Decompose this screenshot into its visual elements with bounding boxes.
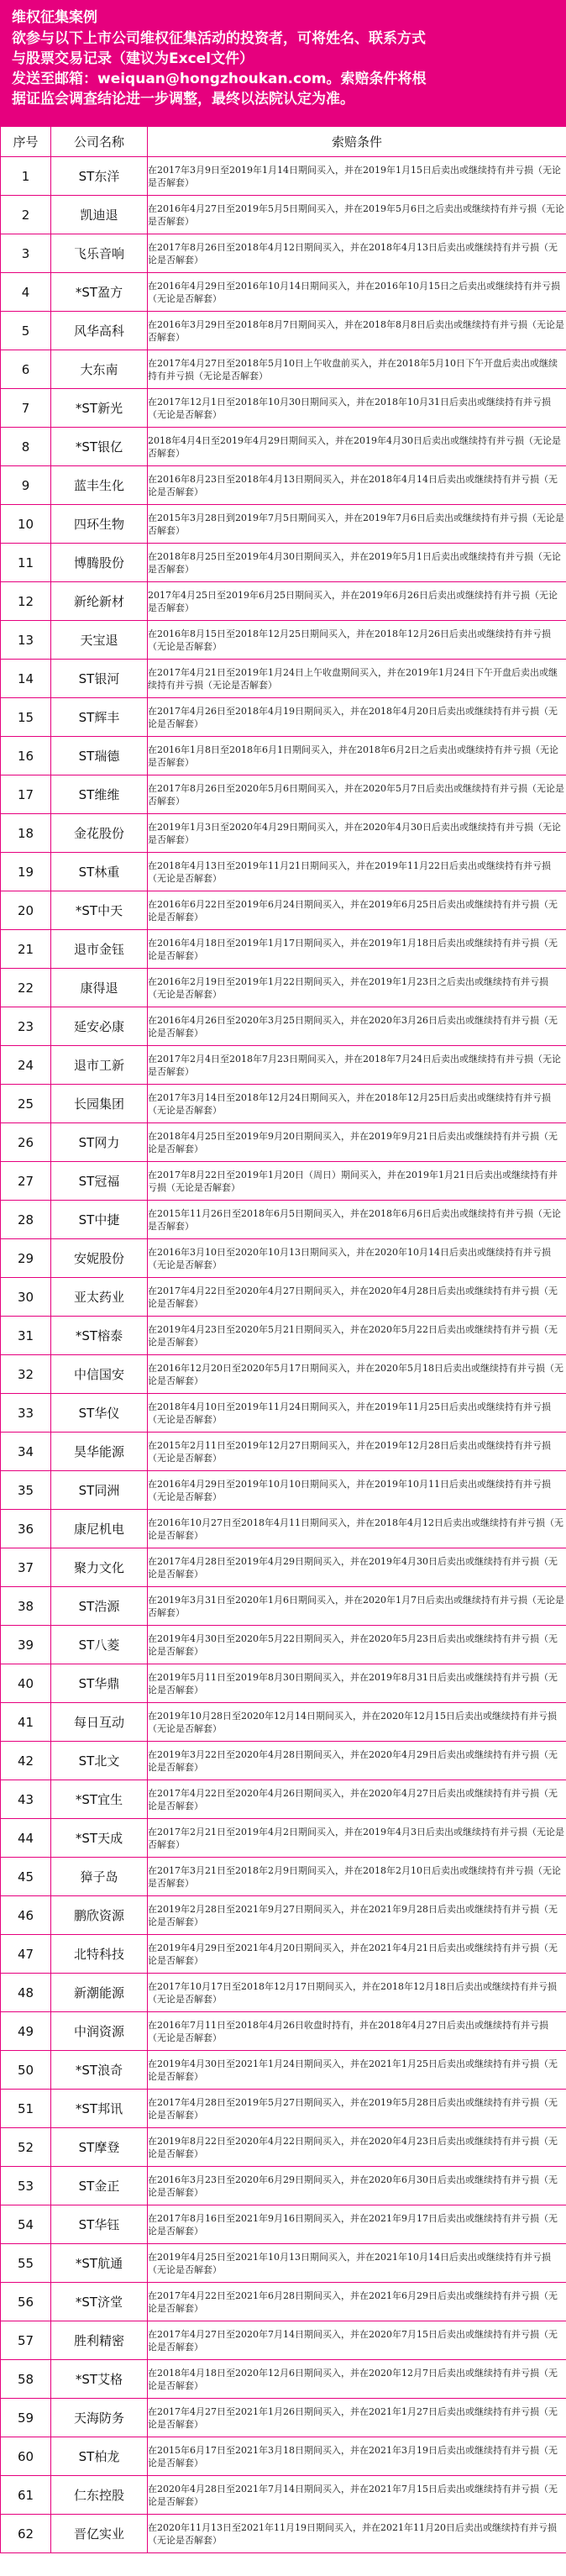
row-number: 19 [1,853,51,891]
claim-condition: 在2019年3月31日至2020年1月6日期间买入，并在2020年1月7日后卖出或继续持有并亏损（无论是否解套） [148,1587,566,1626]
table-row [1,853,566,891]
row-number: 50 [1,2051,51,2090]
column-header-number: 序号 [1,127,51,157]
row-number: 13 [1,621,51,660]
row-number: 10 [1,505,51,544]
table-row [1,1046,566,1085]
row-number: 49 [1,2012,51,2051]
row-number: 21 [1,930,51,969]
notice-line: 与股票交易记录（建议为Excel文件） [12,50,254,67]
claim-condition: 在2016年6月22日至2019年6月24日期间买入，并在2019年6月25日后卖出或继续持有并亏损（无论是否解套） [148,891,566,930]
table-row [1,1974,566,2012]
table-row [1,1858,566,1896]
row-number: 48 [1,1974,51,2012]
table-row [1,1394,566,1433]
company-name: ST摩登 [51,2128,148,2167]
table-row [1,2476,566,2515]
claim-condition: 在2019年8月22日至2020年4月22日期间买入，并在2020年4月23日后卖出或继续持有并亏损（无论是否解套） [148,2128,566,2167]
table-row [1,273,566,312]
claim-condition: 在2019年4月30日至2020年5月22日期间买入，并在2020年5月23日后卖出或继续持有并亏损（无论是否解套） [148,1626,566,1664]
claim-condition: 在2019年4月25日至2021年10月13日期间买入，并在2021年10月14日后卖出或继续持有并亏损（无论是否解套） [148,2244,566,2283]
row-number: 58 [1,2360,51,2399]
claim-condition: 在2016年10月27日至2018年4月11日期间买入，并在2018年4月12日后卖出或继续持有并亏损（无论是否解套） [148,1510,566,1548]
table-row [1,1548,566,1587]
cases-table [0,126,566,2553]
company-name: *ST宜生 [51,1780,148,1819]
claim-condition: 在2016年4月29日至2016年10月14日期间买入，并在2016年10月15日之后卖出或继续持有并亏损（无论是否解套） [148,273,566,312]
claim-condition: 在2017年4月26日至2018年4月19日期间买入，并在2018年4月20日后卖出或继续持有并亏损（无论是否解套） [148,698,566,737]
claim-condition: 在2017年8月26日至2018年4月12日期间买入，并在2018年4月13日后卖出或继续持有并亏损（无论是否解套） [148,234,566,273]
table-row [1,1935,566,1974]
claim-condition: 在2016年4月27日至2019年5月5日期间买入，并在2019年5月6日之后卖出或继续持有并亏损（无论是否解套） [148,196,566,234]
row-number: 11 [1,544,51,582]
row-number: 26 [1,1123,51,1162]
claim-condition: 在2017年3月21日至2018年2月9日期间买入，并在2018年2月10日后卖出或继续持有并亏损（无论是否解套） [148,1858,566,1896]
company-name: *ST盈方 [51,273,148,312]
table-row [1,1510,566,1548]
table-row [1,1780,566,1819]
notice-line: 据证监会调查结论进一步调整，最终以法院认定为准。 [12,91,354,108]
claim-condition: 在2015年11月26日至2018年6月5日期间买入，并在2018年6月6日后卖出或继续持有并亏损（无论是否解套） [148,1201,566,1239]
company-name: ST北文 [51,1742,148,1780]
company-name: 中信国安 [51,1355,148,1394]
claim-condition: 2017年4月25日至2019年6月25日期间买入，并在2019年6月26日后卖出或继续持有并亏损（无论是否解套） [148,582,566,621]
row-number: 54 [1,2205,51,2244]
claim-condition: 在2019年4月29日至2021年4月20日期间买入，并在2021年4月21日后卖出或继续持有并亏损（无论是否解套） [148,1935,566,1974]
row-number: 7 [1,389,51,428]
company-name: 新潮能源 [51,1974,148,2012]
company-name: ST冠福 [51,1162,148,1201]
table-row [1,1239,566,1278]
company-name: ST银河 [51,660,148,698]
row-number: 28 [1,1201,51,1239]
company-name: ST东洋 [51,157,148,196]
claim-condition: 在2017年10月17日至2018年12月17日期间买入，并在2018年12月18日后卖出或继续持有并亏损（无论是否解套） [148,1974,566,2012]
table-row [1,2128,566,2167]
table-row [1,582,566,621]
company-name: *ST艾格 [51,2360,148,2399]
company-name: ST金正 [51,2167,148,2205]
company-name: ST维维 [51,775,148,814]
table-row [1,814,566,853]
row-number: 27 [1,1162,51,1201]
claim-condition: 在2017年4月28日至2019年5月27日期间买入，并在2019年5月28日后卖出或继续持有并亏损（无论是否解套） [148,2090,566,2128]
row-number: 31 [1,1317,51,1355]
company-name: 晋亿实业 [51,2515,148,2553]
table-row [1,660,566,698]
claim-condition: 在2017年12月1日至2018年10月30日期间买入，并在2018年10月31日后卖出或继续持有并亏损（无论是否解套） [148,389,566,428]
company-name: *ST新光 [51,389,148,428]
row-number: 59 [1,2399,51,2437]
row-number: 56 [1,2283,51,2321]
claim-condition: 在2016年3月10日至2020年10月13日期间买入，并在2020年10月14日后卖出或继续持有并亏损（无论是否解套） [148,1239,566,1278]
row-number: 42 [1,1742,51,1780]
row-number: 33 [1,1394,51,1433]
company-name: *ST中天 [51,891,148,930]
row-number: 36 [1,1510,51,1548]
table-row [1,2090,566,2128]
company-name: ST同洲 [51,1471,148,1510]
row-number: 30 [1,1278,51,1317]
company-name: ST浩源 [51,1587,148,1626]
table-row [1,1896,566,1935]
company-name: *ST航通 [51,2244,148,2283]
row-number: 35 [1,1471,51,1510]
table-row [1,698,566,737]
row-number: 18 [1,814,51,853]
claim-condition: 在2017年2月21日至2019年4月2日期间买入，并在2019年4月3日后卖出或继续持有并亏损（无论是否解套） [148,1819,566,1858]
page-title: 维权征集案例 [12,9,97,26]
claim-condition: 在2017年3月9日至2019年1月14日期间买入，并在2019年1月15日后卖出或继续持有并亏损（无论是否解套） [148,157,566,196]
company-name: 昊华能源 [51,1433,148,1471]
claim-condition: 在2019年10月28日至2020年12月14日期间买入，并在2020年12月15日后卖出或继续持有并亏损（无论是否解套） [148,1703,566,1742]
row-number: 38 [1,1587,51,1626]
company-name: ST中捷 [51,1201,148,1239]
claim-condition: 在2017年4月22日至2020年4月26日期间买入，并在2020年4月27日后卖出或继续持有并亏损（无论是否解套） [148,1780,566,1819]
table-row [1,157,566,196]
claim-condition: 在2017年8月16日至2021年9月16日期间买入，并在2021年9月17日后卖出或继续持有并亏损（无论是否解套） [148,2205,566,2244]
company-name: 延安必康 [51,1007,148,1046]
table-row [1,2321,566,2360]
company-name: *ST浪奇 [51,2051,148,2090]
row-number: 12 [1,582,51,621]
claim-condition: 在2017年4月22日至2020年4月27日期间买入，并在2020年4月28日后卖出或继续持有并亏损（无论是否解套） [148,1278,566,1317]
table-row [1,621,566,660]
row-number: 46 [1,1896,51,1935]
table-row [1,1162,566,1201]
claim-condition: 在2017年4月27日至2021年1月26日期间买入，并在2021年1月27日后卖出或继续持有并亏损（无论是否解套） [148,2399,566,2437]
table-row [1,2283,566,2321]
claim-condition: 在2018年8月25日至2019年4月30日期间买入，并在2019年5月1日后卖出或继续持有并亏损（无论是否解套） [148,544,566,582]
table-body [1,157,566,2553]
table-row [1,466,566,505]
row-number: 39 [1,1626,51,1664]
row-number: 37 [1,1548,51,1587]
claim-condition: 在2015年6月17日至2021年3月18日期间买入，并在2021年3月19日后卖出或继续持有并亏损（无论是否解套） [148,2437,566,2476]
row-number: 32 [1,1355,51,1394]
table-row [1,234,566,273]
row-number: 17 [1,775,51,814]
table-row [1,312,566,350]
table-row [1,1471,566,1510]
company-name: 退市工新 [51,1046,148,1085]
claim-condition: 在2016年12月20日至2020年5月17日期间买入，并在2020年5月18日后卖出或继续持有并亏损（无论是否解套） [148,1355,566,1394]
claim-condition: 在2017年8月26日至2020年5月6日期间买入，并在2020年5月7日后卖出或继续持有并亏损（无论是否解套） [148,775,566,814]
company-name: ST八菱 [51,1626,148,1664]
claim-condition: 在2018年4月25日至2019年9月20日期间买入，并在2019年9月21日后卖出或继续持有并亏损（无论是否解套） [148,1123,566,1162]
column-header-company: 公司名称 [51,127,148,157]
company-name: 四环生物 [51,505,148,544]
table-row [1,737,566,775]
company-name: ST林重 [51,853,148,891]
company-name: 天宝退 [51,621,148,660]
table-row [1,2244,566,2283]
table-row [1,775,566,814]
table-row [1,1587,566,1626]
company-name: 獐子岛 [51,1858,148,1896]
table-row [1,1626,566,1664]
row-number: 24 [1,1046,51,1085]
row-number: 45 [1,1858,51,1896]
claim-condition: 在2019年3月22日至2020年4月28日期间买入，并在2020年4月29日后卖出或继续持有并亏损（无论是否解套） [148,1742,566,1780]
table-row [1,1355,566,1394]
company-name: 安妮股份 [51,1239,148,1278]
row-number: 4 [1,273,51,312]
table-row [1,1201,566,1239]
company-name: 聚力文化 [51,1548,148,1587]
company-name: *ST济堂 [51,2283,148,2321]
row-number: 20 [1,891,51,930]
row-number: 61 [1,2476,51,2515]
table-row [1,1819,566,1858]
claim-condition: 在2017年2月4日至2018年7月23日期间买入，并在2018年7月24日后卖出或继续持有并亏损（无论是否解套） [148,1046,566,1085]
row-number: 2 [1,196,51,234]
claim-condition: 在2016年3月29日至2018年8月7日期间买入，并在2018年8月8日后卖出或继续持有并亏损（无论是否解套） [148,312,566,350]
row-number: 25 [1,1085,51,1123]
row-number: 5 [1,312,51,350]
table-row [1,1123,566,1162]
company-name: *ST榕泰 [51,1317,148,1355]
company-name: 康得退 [51,969,148,1007]
claim-condition: 2018年4月4日至2019年4月29日期间买入，并在2019年4月30日后卖出或继续持有并亏损（无论是否解套） [148,428,566,466]
row-number: 15 [1,698,51,737]
table-row [1,2515,566,2553]
row-number: 57 [1,2321,51,2360]
table-row [1,2012,566,2051]
company-name: 北特科技 [51,1935,148,1974]
row-number: 8 [1,428,51,466]
claim-condition: 在2019年5月11日至2019年8月30日期间买入，并在2019年8月31日后卖出或继续持有并亏损（无论是否解套） [148,1664,566,1703]
table-row [1,1433,566,1471]
claim-condition: 在2017年3月14日至2018年12月24日期间买入，并在2018年12月25日后卖出或继续持有并亏损（无论是否解套） [148,1085,566,1123]
company-name: 康尼机电 [51,1510,148,1548]
company-name: 凯迪退 [51,196,148,234]
table-row [1,1317,566,1355]
column-header-condition: 索赔条件 [148,127,566,157]
company-name: 新纶新材 [51,582,148,621]
company-name: 鹏欣资源 [51,1896,148,1935]
company-name: 中润资源 [51,2012,148,2051]
claim-condition: 在2016年7月11日至2018年4月26日收盘时持有，并在2018年4月27日后卖出或继续持有并亏损（无论是否解套） [148,2012,566,2051]
claim-condition: 在2017年4月28日至2019年4月29日期间买入，并在2019年4月30日后卖出或继续持有并亏损（无论是否解套） [148,1548,566,1587]
claim-condition: 在2020年11月13日至2021年11月19日期间买入，并在2021年11月20日后卖出或继续持有并亏损（无论是否解套） [148,2515,566,2553]
company-name: ST网力 [51,1123,148,1162]
company-name: *ST银亿 [51,428,148,466]
claim-condition: 在2016年8月23日至2018年4月13日期间买入，并在2018年4月14日后卖出或继续持有并亏损（无论是否解套） [148,466,566,505]
row-number: 41 [1,1703,51,1742]
claim-condition: 在2016年8月15日至2018年12月25日期间买入，并在2018年12月26日后卖出或继续持有并亏损（无论是否解套） [148,621,566,660]
table-row [1,1278,566,1317]
claim-condition: 在2017年4月22日至2021年6月28日期间买入，并在2021年6月29日后卖出或继续持有并亏损（无论是否解套） [148,2283,566,2321]
row-number: 60 [1,2437,51,2476]
claim-condition: 在2015年2月11日至2019年12月27日期间买入，并在2019年12月28日后卖出或继续持有并亏损（无论是否解套） [148,1433,566,1471]
company-name: *ST天成 [51,1819,148,1858]
company-name: 博腾股份 [51,544,148,582]
claim-condition: 在2017年4月27日至2020年7月14日期间买入，并在2020年7月15日后卖出或继续持有并亏损（无论是否解套） [148,2321,566,2360]
row-number: 22 [1,969,51,1007]
claim-condition: 在2018年4月18日至2020年12月6日期间买入，并在2020年12月7日后卖出或继续持有并亏损（无论是否解套） [148,2360,566,2399]
row-number: 47 [1,1935,51,1974]
table-row [1,969,566,1007]
company-name: 天海防务 [51,2399,148,2437]
table-row [1,1664,566,1703]
company-name: 大东南 [51,350,148,389]
table-row [1,930,566,969]
claim-condition: 在2019年2月28日至2021年9月27日期间买入，并在2021年9月28日后卖出或继续持有并亏损（无论是否解套） [148,1896,566,1935]
notice-line: 发送至邮箱：weiquan@hongzhoukan.com。索赔条件将根 [12,71,427,87]
table-row [1,1742,566,1780]
claim-condition: 在2017年4月21日至2019年1月24日上午收盘期间买入，并在2019年1月24日下午开盘后卖出或继续持有并亏损（无论是否解套） [148,660,566,698]
row-number: 51 [1,2090,51,2128]
row-number: 29 [1,1239,51,1278]
table-row [1,389,566,428]
claim-condition: 在2016年4月18日至2019年1月17日期间买入，并在2019年1月18日后卖出或继续持有并亏损（无论是否解套） [148,930,566,969]
claim-condition: 在2016年3月23日至2020年6月29日期间买入，并在2020年6月30日后卖出或继续持有并亏损（无论是否解套） [148,2167,566,2205]
company-name: 亚太药业 [51,1278,148,1317]
claim-condition: 在2019年4月30日至2021年1月24日期间买入，并在2021年1月25日后卖出或继续持有并亏损（无论是否解套） [148,2051,566,2090]
row-number: 6 [1,350,51,389]
company-name: 蓝丰生化 [51,466,148,505]
claim-condition: 在2016年4月26日至2020年3月25日期间买入，并在2020年3月26日后卖出或继续持有并亏损（无论是否解套） [148,1007,566,1046]
claim-condition: 在2016年1月8日至2018年6月1日期间买入，并在2018年6月2日之后卖出或继续持有并亏损（无论是否解套） [148,737,566,775]
table-row [1,2399,566,2437]
company-name: 胜利精密 [51,2321,148,2360]
table-row [1,428,566,466]
table-row [1,2051,566,2090]
company-name: ST柏龙 [51,2437,148,2476]
claim-condition: 在2017年4月27日至2018年5月10日上午收盘前买入，并在2018年5月10日下午开盘后卖出或继续持有并亏损（无论是否解套） [148,350,566,389]
company-name: ST辉丰 [51,698,148,737]
row-number: 9 [1,466,51,505]
table-row [1,2167,566,2205]
company-name: ST华仪 [51,1394,148,1433]
company-name: 长园集团 [51,1085,148,1123]
row-number: 23 [1,1007,51,1046]
company-name: 金花股份 [51,814,148,853]
table-row [1,505,566,544]
claim-condition: 在2015年3月28日到2019年7月5日期间买入，并在2019年7月6日后卖出或继续持有并亏损（无论是否解套） [148,505,566,544]
table-row [1,1007,566,1046]
table-row [1,891,566,930]
row-number: 62 [1,2515,51,2553]
company-name: 退市金钰 [51,930,148,969]
table-row [1,2205,566,2244]
row-number: 14 [1,660,51,698]
claim-condition: 在2016年4月29日至2019年10月10日期间买入，并在2019年10月11日后卖出或继续持有并亏损（无论是否解套） [148,1471,566,1510]
claim-condition: 在2018年4月13日至2019年11月21日期间买入，并在2019年11月22日后卖出或继续持有并亏损（无论是否解套） [148,853,566,891]
notice-header [0,0,566,126]
claim-condition: 在2019年4月23日至2020年5月21日期间买入，并在2020年5月22日后卖出或继续持有并亏损（无论是否解套） [148,1317,566,1355]
table-header-row [1,127,566,157]
claim-condition: 在2017年8月22日至2019年1月20日（周日）期间买入，并在2019年1月21日后卖出或继续持有并亏损（无论是否解套） [148,1162,566,1201]
row-number: 53 [1,2167,51,2205]
table-row [1,2360,566,2399]
row-number: 34 [1,1433,51,1471]
claim-condition: 在2016年2月19日至2019年1月22日期间买入，并在2019年1月23日之后卖出或继续持有并亏损（无论是否解套） [148,969,566,1007]
table-row [1,196,566,234]
table-row [1,1085,566,1123]
table-row [1,1703,566,1742]
row-number: 1 [1,157,51,196]
row-number: 55 [1,2244,51,2283]
company-name: *ST邦讯 [51,2090,148,2128]
company-name: ST华钰 [51,2205,148,2244]
company-name: ST瑞德 [51,737,148,775]
claim-condition: 在2018年4月10日至2019年11月24日期间买入，并在2019年11月25日后卖出或继续持有并亏损（无论是否解套） [148,1394,566,1433]
row-number: 3 [1,234,51,273]
claim-condition: 在2020年4月28日至2021年7月14日期间买入，并在2021年7月15日后卖出或继续持有并亏损（无论是否解套） [148,2476,566,2515]
company-name: 风华高科 [51,312,148,350]
company-name: ST华鼎 [51,1664,148,1703]
company-name: 飞乐音响 [51,234,148,273]
table-row [1,2437,566,2476]
table-row [1,544,566,582]
company-name: 仁东控股 [51,2476,148,2515]
row-number: 16 [1,737,51,775]
claim-condition: 在2019年1月3日至2020年4月29日期间买入，并在2020年4月30日后卖出或继续持有并亏损（无论是否解套） [148,814,566,853]
row-number: 44 [1,1819,51,1858]
table-row [1,350,566,389]
company-name: 每日互动 [51,1703,148,1742]
notice-line: 欲参与以下上市公司维权征集活动的投资者，可将姓名、联系方式 [12,30,426,47]
row-number: 40 [1,1664,51,1703]
row-number: 43 [1,1780,51,1819]
row-number: 52 [1,2128,51,2167]
